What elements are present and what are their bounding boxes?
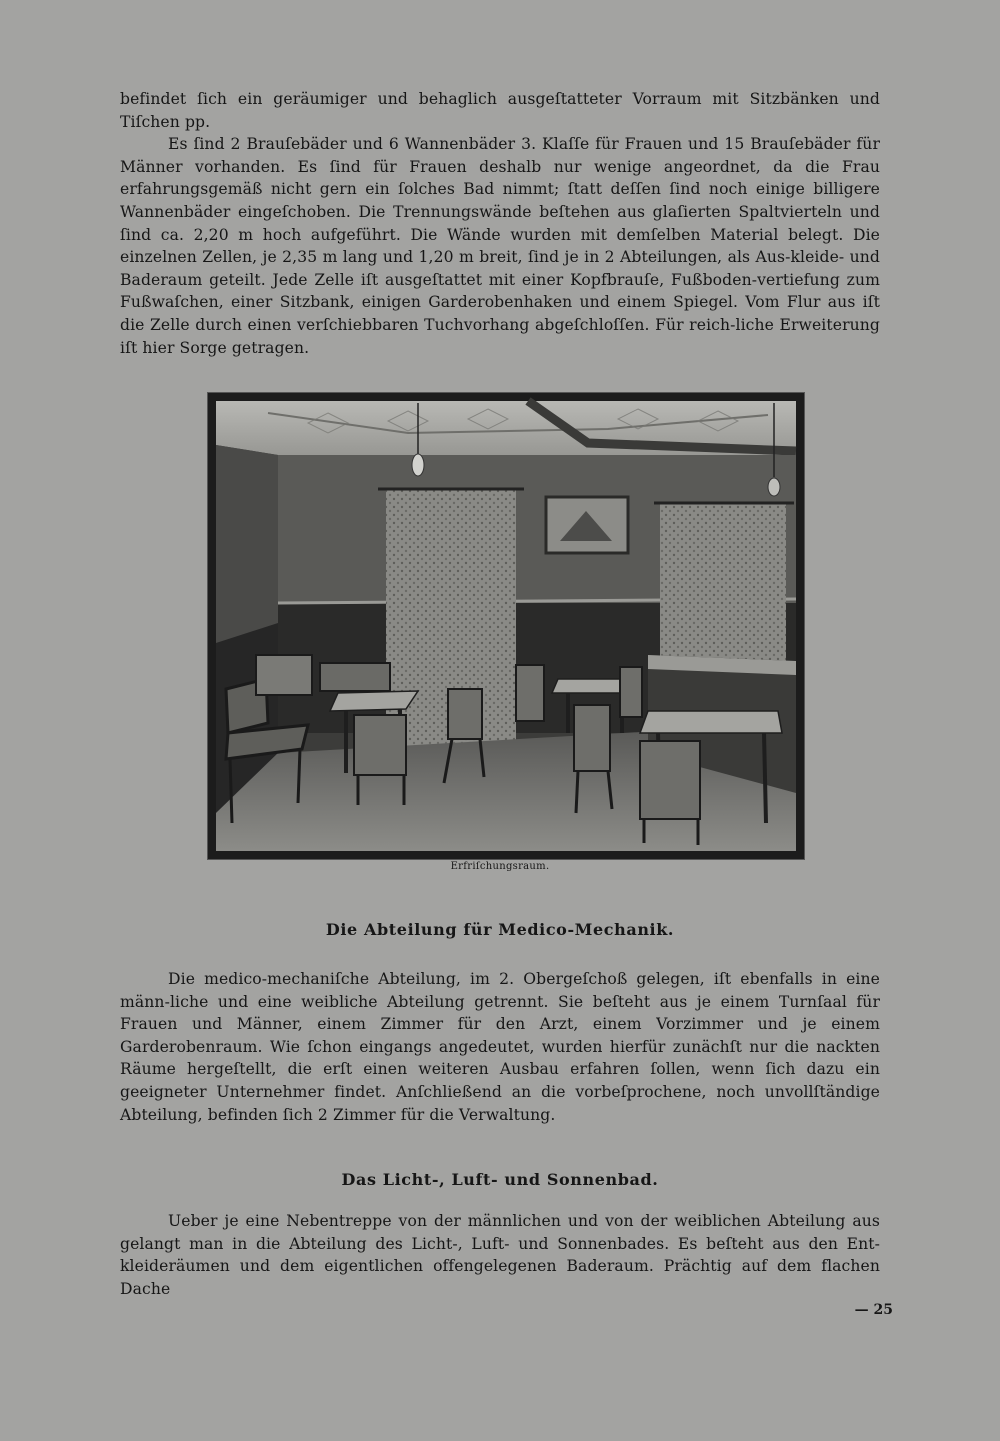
photo-illustration xyxy=(208,393,804,859)
licht-text-block xyxy=(120,1210,880,1300)
page-number: — 25 xyxy=(854,1302,893,1318)
intro-text-block xyxy=(120,88,880,359)
intro-paragraph-baths: Es ſind 2 Brauſebäder und 6 Wannenbäder 3. Klaſſe für Frauen und 15 Brauſebäder für Männer vorhanden. Es ſind für Frauen deshalb nur wenige angeordnet, da die Frau erfahrungsgemäß nicht gern ein ſolches Bad nimmt; ſtatt deſſen ſind noch einige billigere Wannenbäder eingeſchoben. Die Trennungswände beſtehen aus glaſierten Spaltvierteln und ſind ca. 2,20 m hoch aufgeführt. Die Wände wurden mit demſelben Material belegt. Die einzelnen Zellen, je 2,35 m lang und 1,20 m breit, ſind je in 2 Abteilungen, als Aus-kleide- und Baderaum geteilt. Jede Zelle iſt ausgeſtattet mit einer Kopfbrauſe, Fußboden-vertiefung zum Fußwaſchen, einer Sitzbank, einigen Garderobenhaken und einem Spiegel. Vom Flur aus iſt die Zelle durch einen verſchiebbaren Tuchvorhang abgeſchloſſen. Für reich-liche Erweiterung iſt hier Sorge getragen. xyxy=(120,135,880,357)
section-heading-medico-mechanik: Die Abteilung für Medico-Mechanik. xyxy=(325,920,675,939)
refreshment-room-photo xyxy=(207,392,805,860)
intro-paragraph-continuation: befindet ſich ein geräumiger und behaglich ausgeſtatteter Vorraum mit Sitzbänken und Tiſchen pp. xyxy=(120,90,880,131)
section-heading-licht-luft-sonnenbad: Das Licht-, Luft- und Sonnenbad. xyxy=(341,1170,659,1189)
medico-paragraph: Die medico-mechaniſche Abteilung, im 2. Obergeſchoß gelegen, iſt ebenfalls in eine männ-liche und eine weibliche Abteilung getrennt. Sie beſteht aus je einem Turnſaal für Frauen und Männer, einem Zimmer für den Arzt, einem Vorzimmer und je einem Garderobenraum. Wie ſchon eingangs angedeutet, wurden hierfür zunächſt nur die nackten Räume hergeſtellt, die erſt einen weiteren Ausbau erfahren ſollen, wenn ſich dazu ein geeigneter Unternehmer findet. Anſchließend an die vorbeſprochene, noch unvollſtändige Abteilung, befinden ſich 2 Zimmer für die Verwaltung. xyxy=(120,970,880,1124)
licht-paragraph: Ueber je eine Nebentreppe von der männlichen und von der weiblichen Abteilung aus gelangt man in die Abteilung des Licht-, Luft- und Sonnenbades. Es beſteht aus den Ent-kleideräumen und dem eigentlichen offengelegenen Baderaum. Prächtig auf dem flachen Dache xyxy=(120,1212,880,1298)
photo-caption: Erfriſchungsraum. xyxy=(450,861,550,872)
medico-text-block xyxy=(120,968,880,1126)
